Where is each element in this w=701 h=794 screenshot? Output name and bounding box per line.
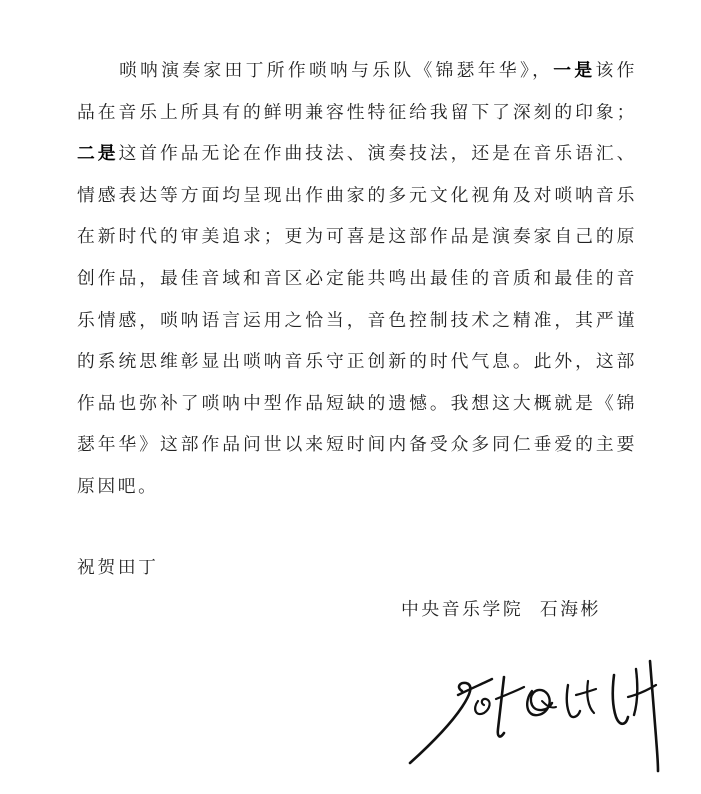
point-two-marker: 二是 [77,143,119,165]
body-segment-2: 该作品在音乐上所具有的鲜明兼容性特征给我留下了深刻的印象； [77,60,638,123]
point-one-marker: 一是 [553,60,596,81]
sender-organization: 中央音乐学院 [401,599,524,620]
sender-name: 石海彬 [539,599,601,620]
body-segment-1: 唢呐演奏家田丁所作唢呐与乐队《锦瑟年华》， [119,60,554,81]
handwritten-signature [400,655,680,780]
letter-body [77,50,637,508]
body-segment-3: 这首作品无论在作曲技法、演奏技法，还是在音乐语汇、情感表达等方面均呈现出作曲家的多元文化视角及对唢呐音乐在新时代的审美追求；更为可喜是这部作品是演奏家自己的原创作品，最佳音域和音区必定能共鸣出最佳的音质和最佳的音乐情感，唢呐语言运用之恰当，音色控制技术之精准，其严谨的系统思维彰显出唢呐音乐守正创新的时代气息。此外，这部作品也弥补了唢呐中型作品短缺的遗憾。我想这大概就是《锦瑟年华》这部作品问世以来短时间内备受众多同仁垂爱的主要原因吧。 [77,143,637,497]
sender-line [401,596,601,621]
closing-greeting: 祝贺田丁 [77,557,159,578]
